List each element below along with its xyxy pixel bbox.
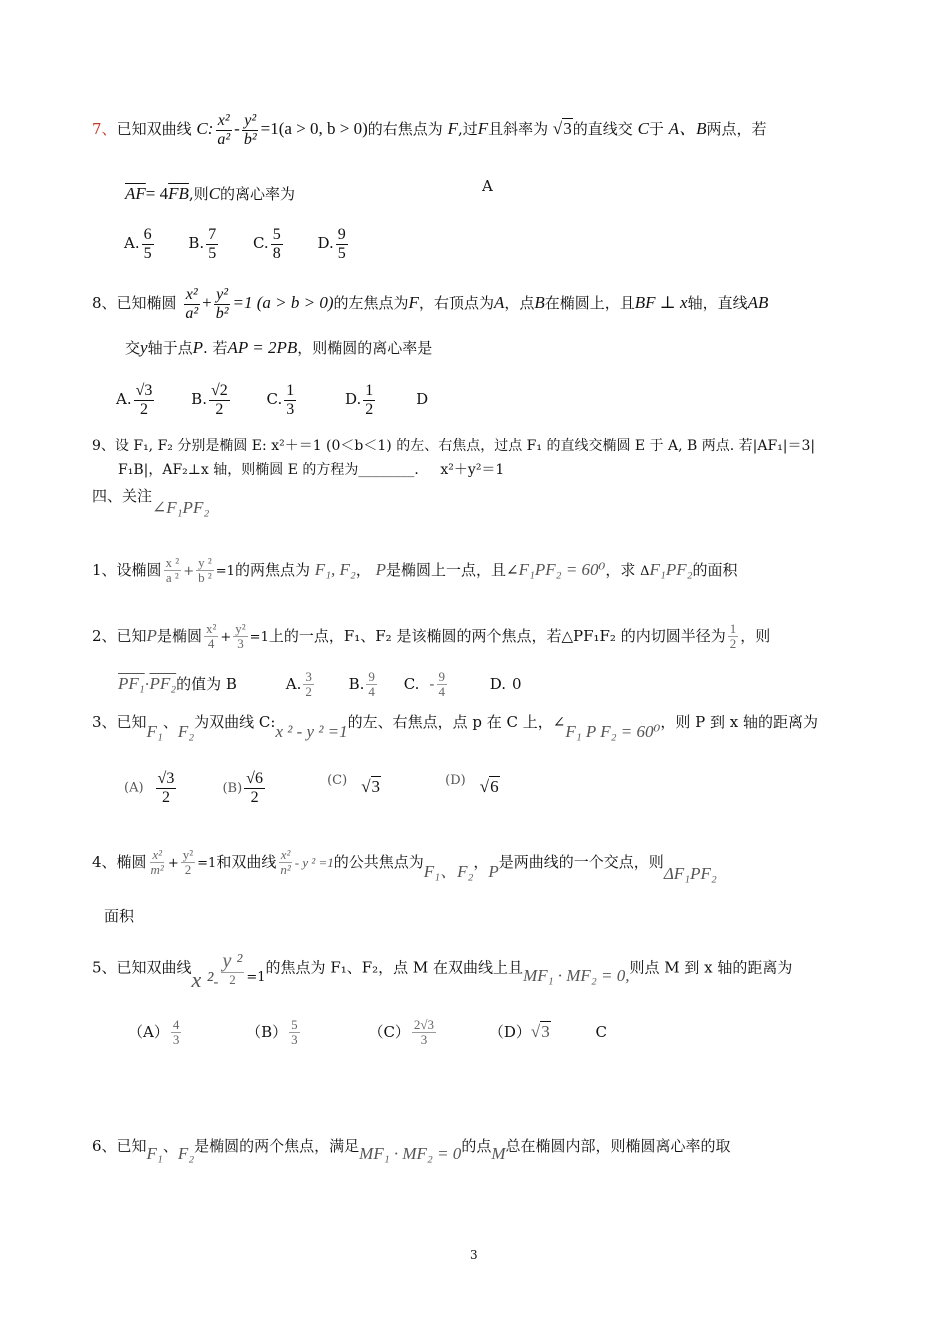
p5-answer: C [595,1022,607,1041]
p2-line1: 2、已知P是椭圆 $\frac{\text{x²}}{4}$ + $\frac{\text{y²}}{3}$ =1上的一点，F₁、F₂ 是该椭圆的两个焦点，若△PF₁F₂ 的内切圆半径为 $\frac{1}{2}$ ，则 [92,621,771,652]
option-c-fraction: $\frac{1}{3}$ [286,382,295,418]
fraction: $\frac{\text{x²}}{\text{a²}}$ [217,112,231,148]
fraction: $\frac{\text{y ²}}{\text{b ²}}$ [198,555,212,586]
q9-line1: 9、设 F₁, F₂ 分别是椭圆 E: x²＋＝1 (0＜b＜1) 的左、右焦点，过点 F₁ 的直线交椭圆 E 于 A, B 两点. 若|AF₁|＝3| [92,438,816,454]
fraction: $\frac{\text{y ²}}{2}$ [222,950,243,987]
fraction: $\frac{1}{2}$ [729,621,737,652]
option-d-sqrt: √6 [479,776,499,796]
p5-line: 5、已知双曲线x ²- $\frac{\text{y ²}}{2}$ =1的焦点为 F₁、F₂，点 M 在双曲线上且MF₁ · MF₂ = 0,则点 M 到 x 轴的距离为 [92,950,793,992]
fraction: $\frac{\text{y²}}{\text{b²}}$ [243,112,257,148]
q7-options: A. $\frac{6}{5}$ B. $\frac{7}{5}$ C. $\frac{5}{8}$ D. $\frac{9}{5}$ [124,226,346,262]
fraction: $\frac{\text{y²}}{2}$ [182,847,194,878]
section-4-heading: 四、关注∠F₁PF₂ [92,487,210,517]
p1-line: 1、设椭圆 $\frac{\text{x ²}}{\text{a ²}}$ + $\frac{\text{y ²}}{\text{b ²}}$ =1的两焦点为 F₁, F₂， P是椭圆上一点，且∠F₁PF₂ = 60⁰，求 ΔF₁PF₂的面积 [92,555,738,586]
fraction: $\frac{\text{x²}}{\text{a²}}$ [185,286,199,322]
option-a-fraction: $\frac{6}{5}$ [143,226,152,262]
q8-line2: 交y轴于点P. 若AP = 2PB，则椭圆的离心率是 [125,338,433,357]
q7-line1: 7、已知双曲线 C: $\frac{\text{x²}}{\text{a²}}$ - $\frac{\text{y²}}{\text{b²}}$ =1(a > 0, b > 0)的右焦点为 F,过F且斜率为 √3的直线交 C于 A、B两点，若 [92,112,767,148]
option-d-fraction: $\frac{1}{2}$ [365,382,374,418]
fraction: $\frac{\text{y²}}{3}$ [235,621,246,652]
option-a-fraction: $\frac{√3}{2}$ [157,770,175,806]
q9-answer: x²＋y²＝1 [440,462,505,478]
p4-line1: 4、椭圆 $\frac{\text{x²}}{\text{m²}}$ + $\frac{\text{y²}}{2}$ =1和双曲线 $\frac{\text{x²}}{\text{n²}}$ - y ² =1的公共焦点为F₁、F₂，P是两曲线的一个交点，则ΔF₁PF₂ [92,847,717,883]
option-d-sqrt: √3 [530,1021,550,1041]
fraction: $\frac{\text{x²}}{4}$ [205,621,217,652]
option-c-fraction: $\frac{2√3}{3}$ [413,1017,435,1048]
option-b-fraction: $\frac{9}{4}$ [368,669,375,700]
q7-line2: $\overline{AF}= 4\overline{FB}$,则C的离心率为 [125,184,296,203]
fraction: $\frac{\text{x²}}{\text{m²}}$ [150,847,164,878]
q8-answer: D [416,390,429,409]
option-c-fraction: $\frac{9}{4}$ [438,669,445,700]
p3-options: (A) $\frac{√3}{2}$ (B) $\frac{√6}{2}$ (C) √3 (D) √6 [124,770,499,806]
option-b-fraction: $\frac{√2}{2}$ [210,382,228,418]
option-a-fraction: $\frac{3}{2}$ [305,669,312,700]
q7-number: 7 [92,120,102,139]
p6-line: 6、已知F₁、F₂是椭圆的两个焦点，满足MF₁ · MF₂ = 0的点M总在椭圆内部，则椭圆离心率的取 [92,1137,731,1163]
option-c-sqrt: √3 [361,776,381,796]
q9-line2: F₁B|，AF₂⊥x 轴，则椭圆 E 的方程为________． x²＋y²＝1 [118,462,505,478]
option-b-fraction: $\frac{5}{3}$ [291,1017,298,1048]
q8-line1: 8、已知椭圆 $\frac{\text{x²}}{\text{a²}}$ + $\frac{\text{y²}}{\text{b²}}$ =1 (a > b > 0)的左焦点为F，右顶点为A，点B在椭圆上，且BF ⊥ x轴，直线AB [92,286,769,322]
fraction: $\frac{\text{y²}}{\text{b²}}$ [215,286,229,322]
option-b-fraction: $\frac{√6}{2}$ [246,770,263,806]
page-number: 3 [470,1248,478,1262]
option-b-fraction: $\frac{7}{5}$ [208,226,217,262]
option-d-fraction: $\frac{9}{5}$ [337,226,346,262]
q8-options: A. $\frac{√3}{2}$ B. $\frac{√2}{2}$ C. $\frac{1}{3}$ D. $\frac{1}{2}$ D [116,382,429,418]
fraction: $\frac{\text{x ²}}{\text{a ²}}$ [165,555,180,586]
fraction: $\frac{\text{x²}}{\text{n²}}$ [280,847,291,878]
p4-line2: 面积 [104,907,135,925]
option-a-fraction: $\frac{√3}{2}$ [135,382,153,418]
p2-line2: PF₁·PF₂的值为 B A. $\frac{3}{2}$ B. $\frac{9}{4}$ C. - $\frac{9}{4}$ D. 0 [118,669,522,700]
option-c-fraction: $\frac{5}{8}$ [272,226,281,262]
q7-answer: A [482,177,493,195]
sqrt: √3 [552,119,572,139]
p5-options: （A） $\frac{4}{3}$ （B） $\frac{5}{3}$ （C） $\frac{2√3}{3}$ （D）√3 C [128,1017,607,1048]
p3-line: 3、已知F₁、F₂为双曲线 C:x ² - y ² =1的左、右焦点，点 p 在 C 上，∠F₁ P F₂ = 60⁰，则 P 到 x 轴的距离为 [92,713,818,741]
option-a-fraction: $\frac{4}{3}$ [172,1017,180,1048]
